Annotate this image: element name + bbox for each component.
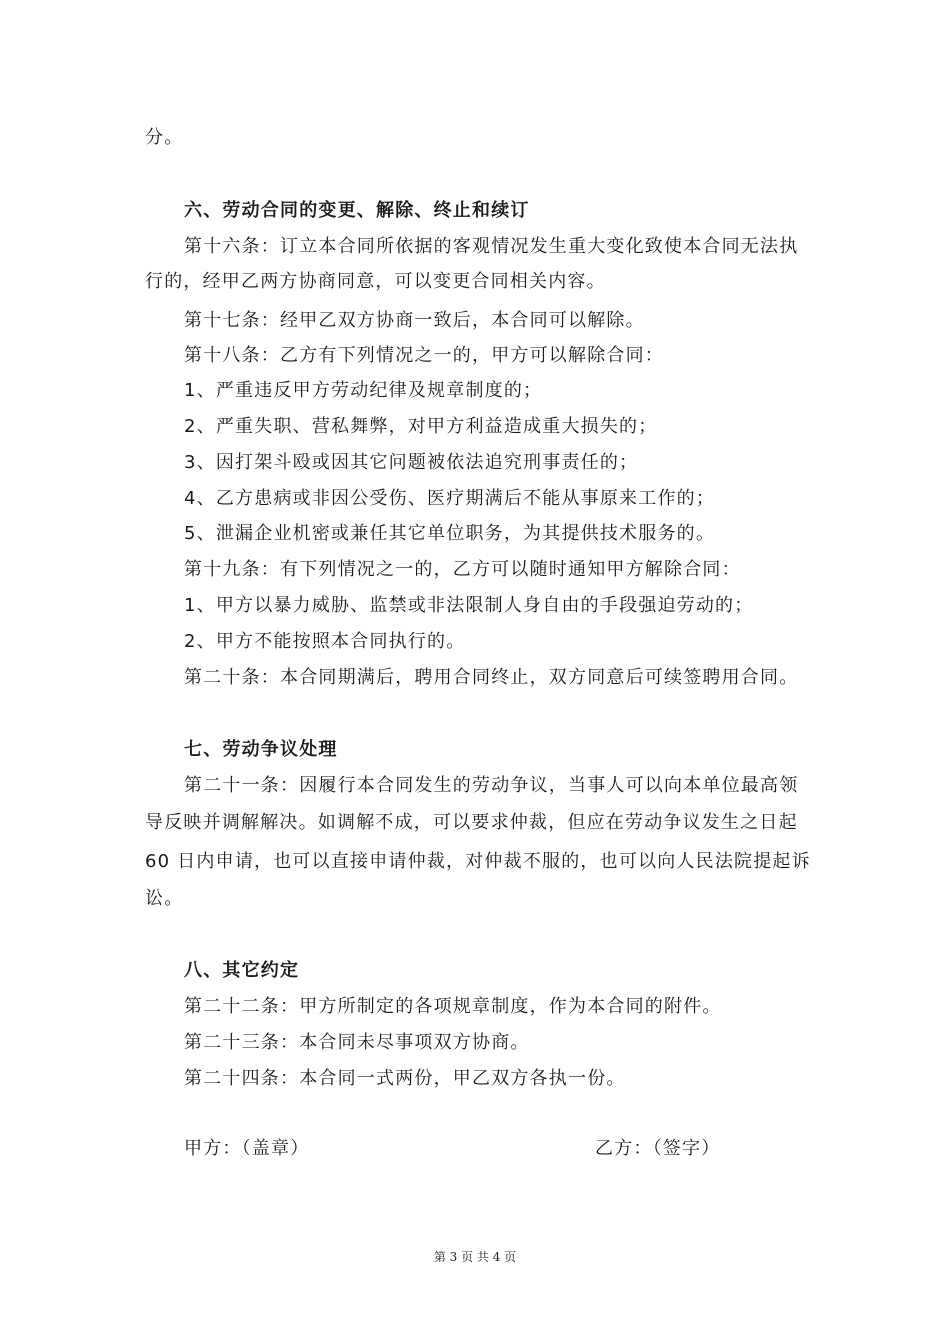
article-19-item-1: 1、甲方以暴力威胁、监禁或非法限制人身自由的手段强迫劳动的； xyxy=(184,595,754,616)
continuation-line: 分。 xyxy=(145,127,184,148)
article-18-item-1: 1、严重违反甲方劳动纪律及规章制度的； xyxy=(184,380,543,401)
article-24: 第二十四条：本合同一式两份，甲乙双方各执一份。 xyxy=(184,1068,626,1089)
section-heading-8: 八、其它约定 xyxy=(184,960,300,981)
article-18-item-4: 4、乙方患病或非因公受伤、医疗期满后不能从事原来工作的； xyxy=(184,488,716,509)
signature-party-a: 甲方：（盖章） xyxy=(184,1138,310,1159)
page-footer: 第 3 页 共 4 页 xyxy=(433,1250,517,1264)
section-heading-7: 七、劳动争议处理 xyxy=(184,739,338,760)
article-21-line-3: 60 日内申请，也可以直接申请仲裁，对仲裁不服的，也可以向人民法院提起诉 xyxy=(145,851,811,872)
article-18-item-3: 3、因打架斗殴或因其它问题被依法追究刑事责任的； xyxy=(184,452,639,473)
article-22: 第二十二条：甲方所制定的各项规章制度，作为本合同的附件。 xyxy=(184,996,722,1017)
article-18-item-2: 2、严重失职、营私舞弊，对甲方利益造成重大损失的； xyxy=(184,416,658,437)
article-18-item-5: 5、泄漏企业机密或兼任其它单位职务，为其提供技术服务的。 xyxy=(184,523,716,544)
article-18: 第十八条：乙方有下列情况之一的，甲方可以解除合同： xyxy=(184,345,664,366)
article-20: 第二十条：本合同期满后，聘用合同终止，双方同意后可续签聘用合同。 xyxy=(184,667,799,688)
article-16-line-2: 行的，经甲乙两方协商同意，可以变更合同相关内容。 xyxy=(145,271,606,292)
article-21-line-2: 导反映并调解解决。如调解不成，可以要求仲裁，但应在劳动争议发生之日起 xyxy=(145,812,798,833)
section-heading-6: 六、劳动合同的变更、解除、终止和续订 xyxy=(184,200,530,221)
article-19-item-2: 2、甲方不能按照本合同执行的。 xyxy=(184,631,466,652)
article-21-line-1: 第二十一条：因履行本合同发生的劳动争议，当事人可以向本单位最高领 xyxy=(184,775,799,796)
signature-party-b: 乙方：（签字） xyxy=(595,1138,721,1159)
article-17: 第十七条：经甲乙双方协商一致后，本合同可以解除。 xyxy=(184,310,645,331)
article-23: 第二十三条：本合同未尽事项双方协商。 xyxy=(184,1032,530,1053)
article-16-line-1: 第十六条：订立本合同所依据的客观情况发生重大变化致使本合同无法执 xyxy=(184,236,799,257)
article-21-line-4: 讼。 xyxy=(145,888,184,909)
article-19: 第十九条：有下列情况之一的，乙方可以随时通知甲方解除合同： xyxy=(184,559,741,580)
